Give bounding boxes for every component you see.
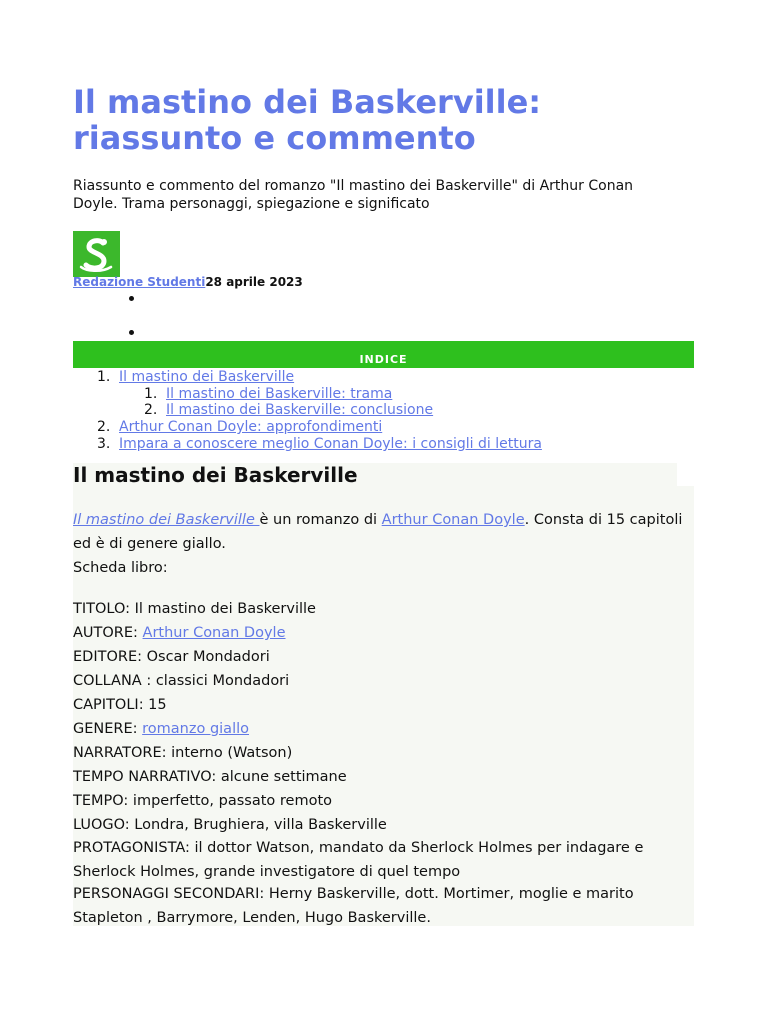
- publish-date: 28 aprile 2023: [205, 275, 303, 289]
- article-title-line-2: riassunto e commento: [73, 119, 476, 157]
- intro-text-2: . Consta di 15 capitoli ed è di genere giallo.: [73, 512, 683, 552]
- byline: [73, 274, 303, 290]
- intro-text-1: è un romanzo di: [259, 512, 382, 528]
- scheda-autore: [73, 621, 286, 645]
- article-title: [73, 84, 713, 156]
- scheda-label: Scheda libro:: [73, 560, 168, 576]
- scheda-autore-link[interactable]: Arthur Conan Doyle: [142, 625, 286, 641]
- scheda-personaggi: PERSONAGGI SECONDARI: Herny Baskerville, dott. Mortimer, moglie e marito Stapleton , Barrymore, Lenden, Hugo Baskerville.: [73, 886, 634, 926]
- toc-link[interactable]: Arthur Conan Doyle: approfondimenti: [119, 419, 383, 435]
- toc-item-number: 3.: [97, 436, 111, 452]
- intro-paragraph: [73, 508, 698, 556]
- scheda-autore-label: AUTORE:: [73, 625, 143, 641]
- book-link[interactable]: Il mastino dei Baskerville: [73, 512, 260, 528]
- scheda-genere: [73, 717, 249, 741]
- toc-item-number: 2.: [144, 402, 158, 418]
- toc-link[interactable]: Il mastino dei Baskerville: conclusione: [166, 402, 434, 418]
- toc-item-3: [97, 436, 542, 453]
- scheda-capitoli: CAPITOLI: 15: [73, 697, 167, 713]
- article-subtitle-line-1: Riassunto e commento del romanzo "Il mastino dei Baskerville" di Arthur Conan: [73, 178, 634, 194]
- article-subtitle-line-2: Doyle. Trama personaggi, spiegazione e significato: [73, 196, 430, 212]
- share-bullet-1[interactable]: [129, 296, 134, 301]
- toc-item-1: [97, 369, 294, 386]
- scheda-tempo: TEMPO: imperfetto, passato remoto: [73, 793, 333, 809]
- article-title-line-1: Il mastino dei Baskerville:: [73, 83, 542, 121]
- studenti-logo-glyph: [73, 231, 120, 277]
- scheda-protagonista: PROTAGONISTA: il dottor Watson, mandato da Sherlock Holmes per indagare e Sherlock Holmes, grande investigatore di quel tempo: [73, 840, 644, 880]
- toc-subitem-1-2: [144, 402, 433, 419]
- scheda-luogo: LUOGO: Londra, Brughiera, villa Baskerville: [73, 817, 387, 833]
- toc-item-number: 1.: [144, 386, 158, 402]
- share-bullet-2[interactable]: [129, 330, 134, 335]
- scheda-tempo-narrativo: TEMPO NARRATIVO: alcune settimane: [73, 769, 347, 785]
- scheda-genere-link[interactable]: romanzo giallo: [142, 721, 249, 737]
- author-link[interactable]: Redazione Studenti: [73, 275, 206, 289]
- toc-header-bar[interactable]: [73, 341, 694, 368]
- scheda-titolo: TITOLO: Il mastino dei Baskerville: [73, 601, 316, 617]
- toc-item-number: 1.: [97, 369, 111, 385]
- studenti-logo-icon[interactable]: [73, 231, 120, 277]
- scheda-editore: EDITORE: Oscar Mondadori: [73, 649, 270, 665]
- toc-link[interactable]: Il mastino dei Baskerville: trama: [166, 386, 393, 402]
- toc-link[interactable]: Il mastino dei Baskerville: [119, 369, 295, 385]
- content-notch: [677, 463, 694, 486]
- article-subtitle: [73, 177, 703, 213]
- section-heading: Il mastino dei Baskerville: [73, 463, 358, 487]
- toc-link[interactable]: Impara a conoscere meglio Conan Doyle: i consigli di lettura: [119, 436, 542, 452]
- scheda-collana: COLLANA : classici Mondadori: [73, 673, 290, 689]
- toc-item-2: [97, 419, 382, 436]
- toc-item-number: 2.: [97, 419, 111, 435]
- toc-heading: INDICE: [359, 353, 408, 366]
- author-link-inline[interactable]: Arthur Conan Doyle: [381, 512, 525, 528]
- scheda-genere-label: GENERE:: [73, 721, 143, 737]
- scheda-narratore: NARRATORE: interno (Watson): [73, 745, 293, 761]
- toc-subitem-1-1: [144, 386, 392, 403]
